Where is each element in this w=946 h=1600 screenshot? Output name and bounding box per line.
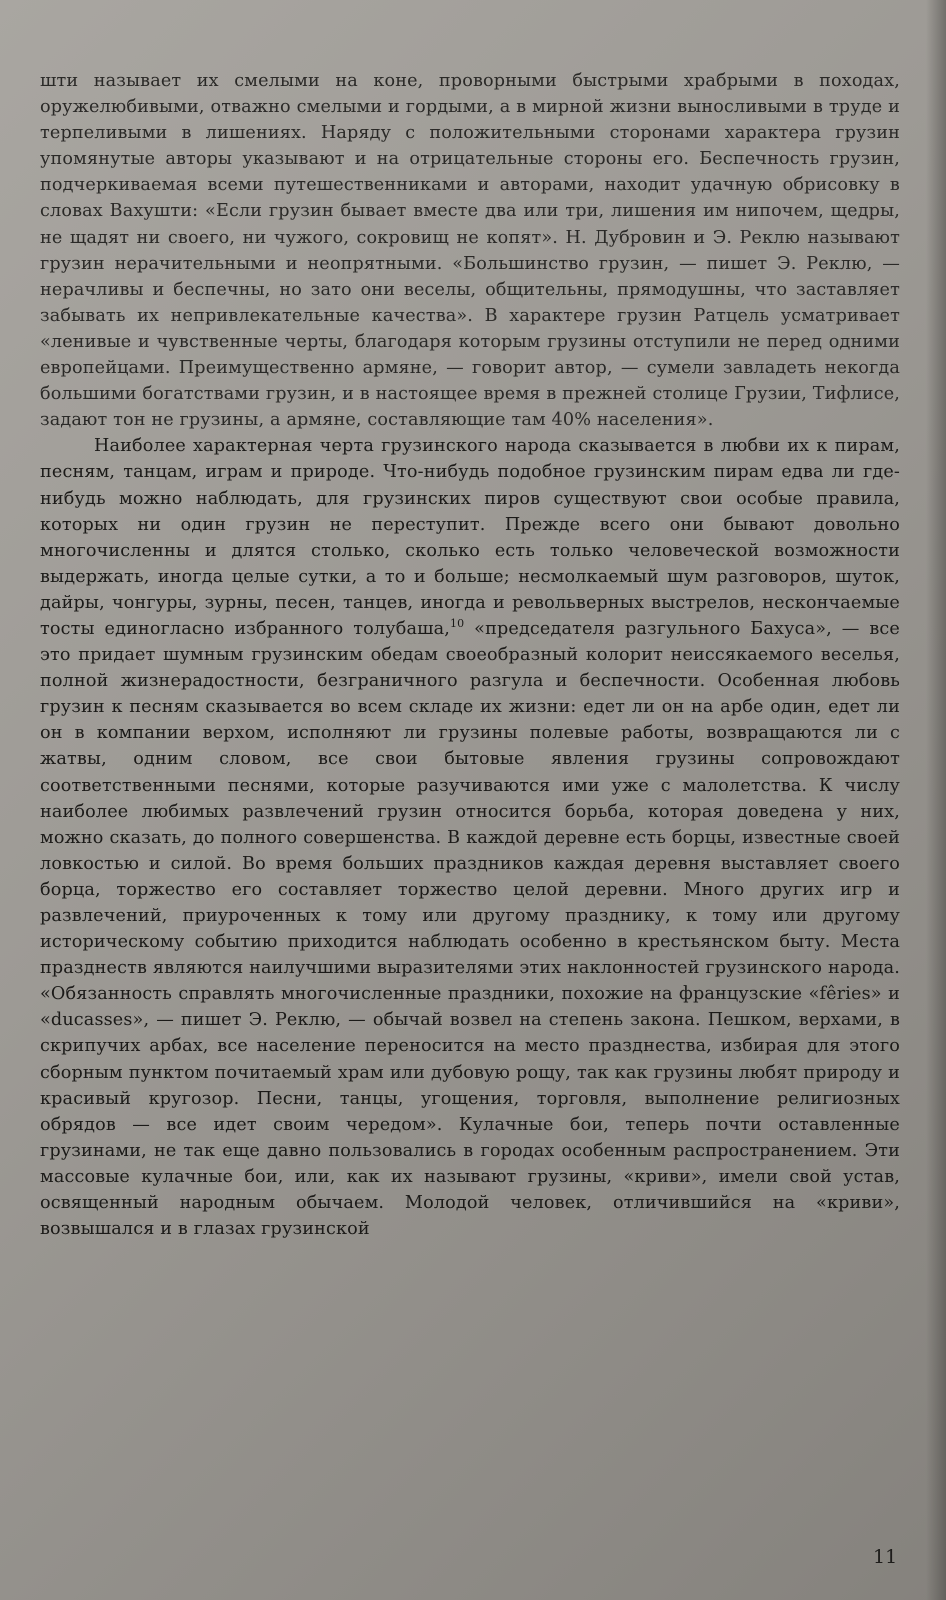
page-number: 11 [873,1546,898,1568]
paragraph-1: шти называет их смелыми на коне, проворными быстрыми храбрыми в походах, оружелюбивыми, отважно смелыми и гордыми, а в мирной жизни выносливыми в труде и терпеливыми в лишениях. Наряду с положительными сторонами характера грузин упомянутые авторы указывают и на отрицательные стороны его. Беспечность грузин, подчеркиваемая всеми путешественниками и авторами, находит удачную обрисовку в словах Вахушти: «Если грузин бывает вместе два или три, лишения им нипочем, щедры, не щадят ни своего, ни чужого, сокровищ не копят». Н. Дубровин и Э. Реклю называют грузин нерачительными и неопрятными. «Большинство грузин, — пишет Э. Реклю, — нерачливы и беспечны, но зато они веселы, общительны, прямодушны, что заставляет забывать их непривлекательные качества». В характере грузин Ратцель усматривает «ленивые и чувственные черты, благодаря которым грузины отступили не перед одними европейцами. Преимущественно армяне, — говорит автор, — сумели завладеть некогда большими богатствами грузин, и в настоящее время в прежней столице Грузии, Тифлисе, задают тон не грузины, а армяне, составляющие там 40% населения». [40,71,900,431]
page-edge-shadow [926,0,946,1600]
paragraph-2 [40,433,900,1242]
paragraph-2-part-1: Наиболее характерная черта грузинского народа сказывается в любви их к пирам, песням, танцам, играм и природе. Что-нибудь подобное грузинским пирам едва ли где-нибудь можно наблюдать, для грузинских пиров существуют свои особые правила, которых ни один грузин не переступит. Прежде всего они бывают довольно многочисленны и длятся столько, сколько есть только человеческой возможности выдержать, иногда целые сутки, а то и больше; несмолкаемый шум разговоров, шуток, дайры, чонгуры, зурны, песен, танцев, иногда и револьверных выстрелов, нескончаемые тосты единогласно избранного толубаша, [40,436,900,639]
body-text [40,68,900,1242]
footnote-mark: 10 [450,617,465,631]
paragraph-2-part-2: «председателя разгульного Бахуса», — все это придает шумным грузинским обедам своеобразный колорит неиссякаемого веселья, полной жизнерадостности, безграничного разгула и беспечности. Особенная любовь грузин к песням сказывается во всем складе их жизни: едет ли он на арбе один, едет ли он в компании верхом, исполняют ли грузины полевые работы, возвращаются ли с жатвы, одним словом, все свои бытовые явления грузины сопровождают соответственными песнями, которые разучиваются ими уже с малолетства. К числу наиболее любимых развлечений грузин относится борьба, которая доведена у них, можно сказать, до полного совершенства. В каждой деревне есть борцы, известные своей ловкостью и силой. Во время больших праздников каждая деревня выставляет своего борца, торжество его составляет торжество целой деревни. Много других игр и развлечений, приуроченных к тому или другому празднику, к тому или другому историческому событию приходится наблюдать особенно в крестьянском быту. Места празднеств являются наилучшими выразителями этих наклонностей грузинского народа. «Обязанность справлять многочисленные праздники, похожие на французские «fêries» и «ducasses», — пишет Э. Реклю, — обычай возвел на степень закона. Пешком, верхами, в скрипучих арбах, все население переносится на место празднества, избирая для этого сборным пунктом почитаемый храм или дубовую рощу, так как грузины любят природу и красивый кругозор. Песни, танцы, угощения, торговля, выполнение религиозных обрядов — все идет своим чередом». Кулачные бои, теперь почти оставленные грузинами, не так еще давно пользовались в городах особенным распространением. Эти массовые кулачные бои, или, как их называют грузины, «криви», имели свой устав, освященный народным обычаем. Молодой человек, отличившийся на «криви», возвышался и в глазах грузинской [40,618,900,1240]
